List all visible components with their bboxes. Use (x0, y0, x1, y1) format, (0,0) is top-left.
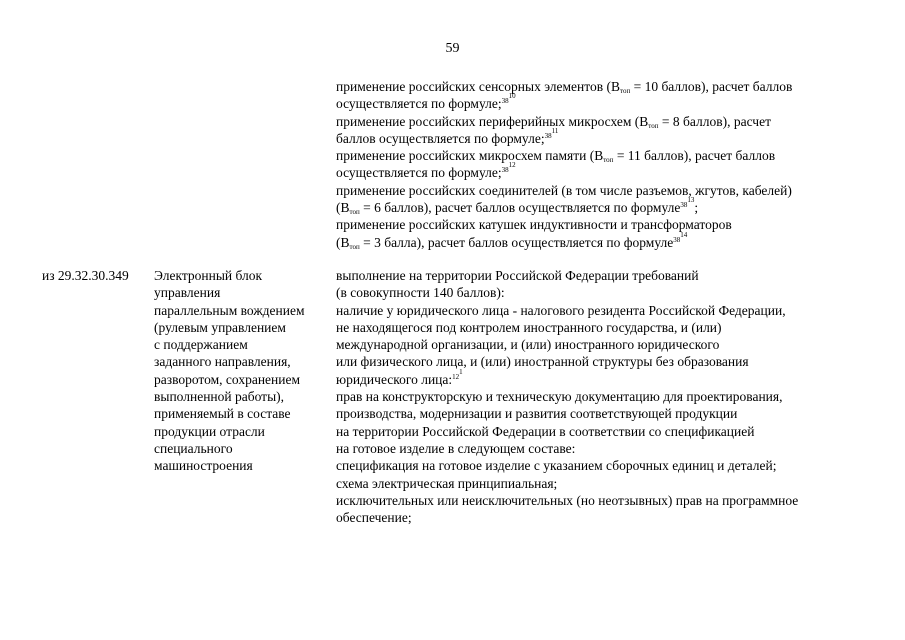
footnote-index: 13 (687, 196, 695, 205)
name-line: параллельным вождением (154, 302, 305, 318)
requirement-line (336, 284, 866, 301)
name-line: управления (154, 285, 221, 301)
footnote-ref (544, 126, 559, 140)
name-line: машиностроения (154, 458, 253, 474)
product-code: из 29.32.30.349 (42, 268, 129, 283)
name-line: выполненной работы), (154, 389, 285, 405)
continuation-requirements (336, 78, 866, 251)
footnote-number: 38 (680, 201, 688, 210)
requirement-line (336, 126, 866, 147)
name-line: (рулевым управлением (154, 319, 286, 335)
line-text: применение российских микросхем памяти (В (336, 148, 604, 164)
name-line: разворотом, сохранением (154, 371, 301, 387)
name-line: Электронный блок (154, 268, 263, 283)
footnote-number: 38 (544, 131, 552, 140)
name-line: специального (154, 440, 233, 456)
name-line: продукции отрасли (154, 423, 265, 439)
requirement-line (336, 423, 866, 440)
subscript: топ (349, 208, 360, 217)
line-text: производства, модернизации и развития соответствующей продукции (336, 406, 738, 422)
product-name (154, 267, 326, 475)
footnote-ref (452, 367, 463, 381)
subscript: топ (603, 156, 614, 165)
footnote-number: 38 (501, 97, 509, 106)
footnote-number: 12 (452, 372, 460, 381)
line-text: применение российских катушек индуктивности и трансформаторов (336, 217, 732, 233)
requirement-line (336, 230, 866, 251)
line-text: выполнение на территории Российской Федерации требований (336, 268, 699, 283)
line-text: баллов осуществляется по формуле (336, 130, 541, 146)
requirement-line (336, 405, 866, 422)
footnote-ref (501, 161, 516, 175)
line-text: = 6 баллов), расчет баллов осуществляется по формуле (359, 200, 681, 216)
line-text: применение российских периферийных микросхем (В (336, 113, 649, 129)
line-text: (В (336, 200, 350, 216)
line-text: прав на конструкторскую и техническую документацию для проектирования, (336, 389, 783, 405)
line-text: международной организации, и (или) иностранного юридического (336, 337, 720, 353)
requirement-line (336, 161, 866, 181)
line-text: наличие у юридического лица - налогового резидента Российской Федерации, (336, 302, 786, 318)
name-line: с поддержанием (154, 337, 248, 353)
line-text: осуществляется по формуле (336, 96, 498, 112)
name-line: применяемый в составе (154, 406, 291, 422)
footnote-ref (501, 92, 516, 106)
requirement-line (336, 92, 866, 112)
requirement-line (336, 388, 866, 405)
line-text: ; (497, 96, 502, 112)
footnote-index: 14 (680, 230, 688, 239)
line-text: обеспечение; (336, 510, 412, 526)
footnote-index: 10 (508, 92, 516, 101)
footnote-ref (680, 196, 695, 210)
requirement-line (336, 475, 866, 492)
product-requirements (336, 267, 866, 526)
requirement-line (336, 457, 866, 474)
requirement-line (336, 302, 866, 319)
line-text: = 3 балла), расчет баллов осуществляется по формуле (359, 234, 674, 250)
line-text: не находящегося под контролем иностранного государства, и (или) (336, 319, 722, 335)
line-text: ; (694, 200, 699, 216)
line-text: или физического лица, и (или) иностранной структуры без образования (336, 354, 749, 370)
line-text: применение российских сенсорных элементов (В (336, 79, 620, 94)
line-text: юридического лица (336, 371, 449, 387)
footnote-index: 11 (551, 126, 559, 135)
line-text: = 8 баллов), расчет (658, 113, 771, 129)
line-text: = 10 баллов), расчет баллов (630, 79, 793, 94)
requirement-line (336, 492, 866, 509)
line-text: на территории Российской Федерации в соответствии со спецификацией (336, 423, 755, 439)
requirement-line (336, 196, 866, 217)
requirement-line (336, 336, 866, 353)
line-text: исключительных или неисключительных (но неотзывных) прав на программное (336, 492, 799, 508)
footnote-index: 12 (508, 161, 516, 170)
requirement-line (336, 319, 866, 336)
line-text: ; (497, 165, 502, 181)
footnote-number: 38 (673, 235, 681, 244)
line-text: осуществляется по формуле (336, 165, 498, 181)
line-text: : (448, 371, 453, 387)
line-text: спецификация на готовое изделие с указанием сборочных единиц и деталей; (336, 458, 777, 474)
requirement-line (336, 440, 866, 457)
footnote-number: 38 (501, 166, 509, 175)
subscript: топ (349, 242, 360, 251)
page-number: 59 (445, 41, 460, 56)
requirement-line (336, 182, 866, 199)
footnote-index: 1 (459, 367, 463, 376)
requirement-line (336, 113, 866, 130)
name-line: заданного направления, (154, 354, 291, 370)
requirement-line (336, 267, 866, 284)
requirement-line (336, 216, 866, 233)
line-text: на готовое изделие в следующем составе: (336, 440, 576, 456)
requirement-line (336, 78, 866, 95)
line-text: применение российских соединителей (в том числе разъемов, жгутов, кабелей) (336, 182, 792, 198)
requirement-line (336, 353, 866, 370)
requirement-line (336, 367, 866, 388)
line-text: схема электрическая принципиальная; (336, 475, 558, 491)
line-text: = 11 баллов), расчет баллов (613, 148, 776, 164)
requirement-line (336, 509, 866, 526)
requirement-line (336, 147, 866, 164)
line-text: (в совокупности 140 баллов): (336, 285, 505, 301)
subscript: топ (648, 121, 659, 130)
line-text: (В (336, 234, 350, 250)
subscript: топ (619, 87, 631, 95)
footnote-ref (673, 230, 688, 244)
line-text: ; (540, 130, 545, 146)
